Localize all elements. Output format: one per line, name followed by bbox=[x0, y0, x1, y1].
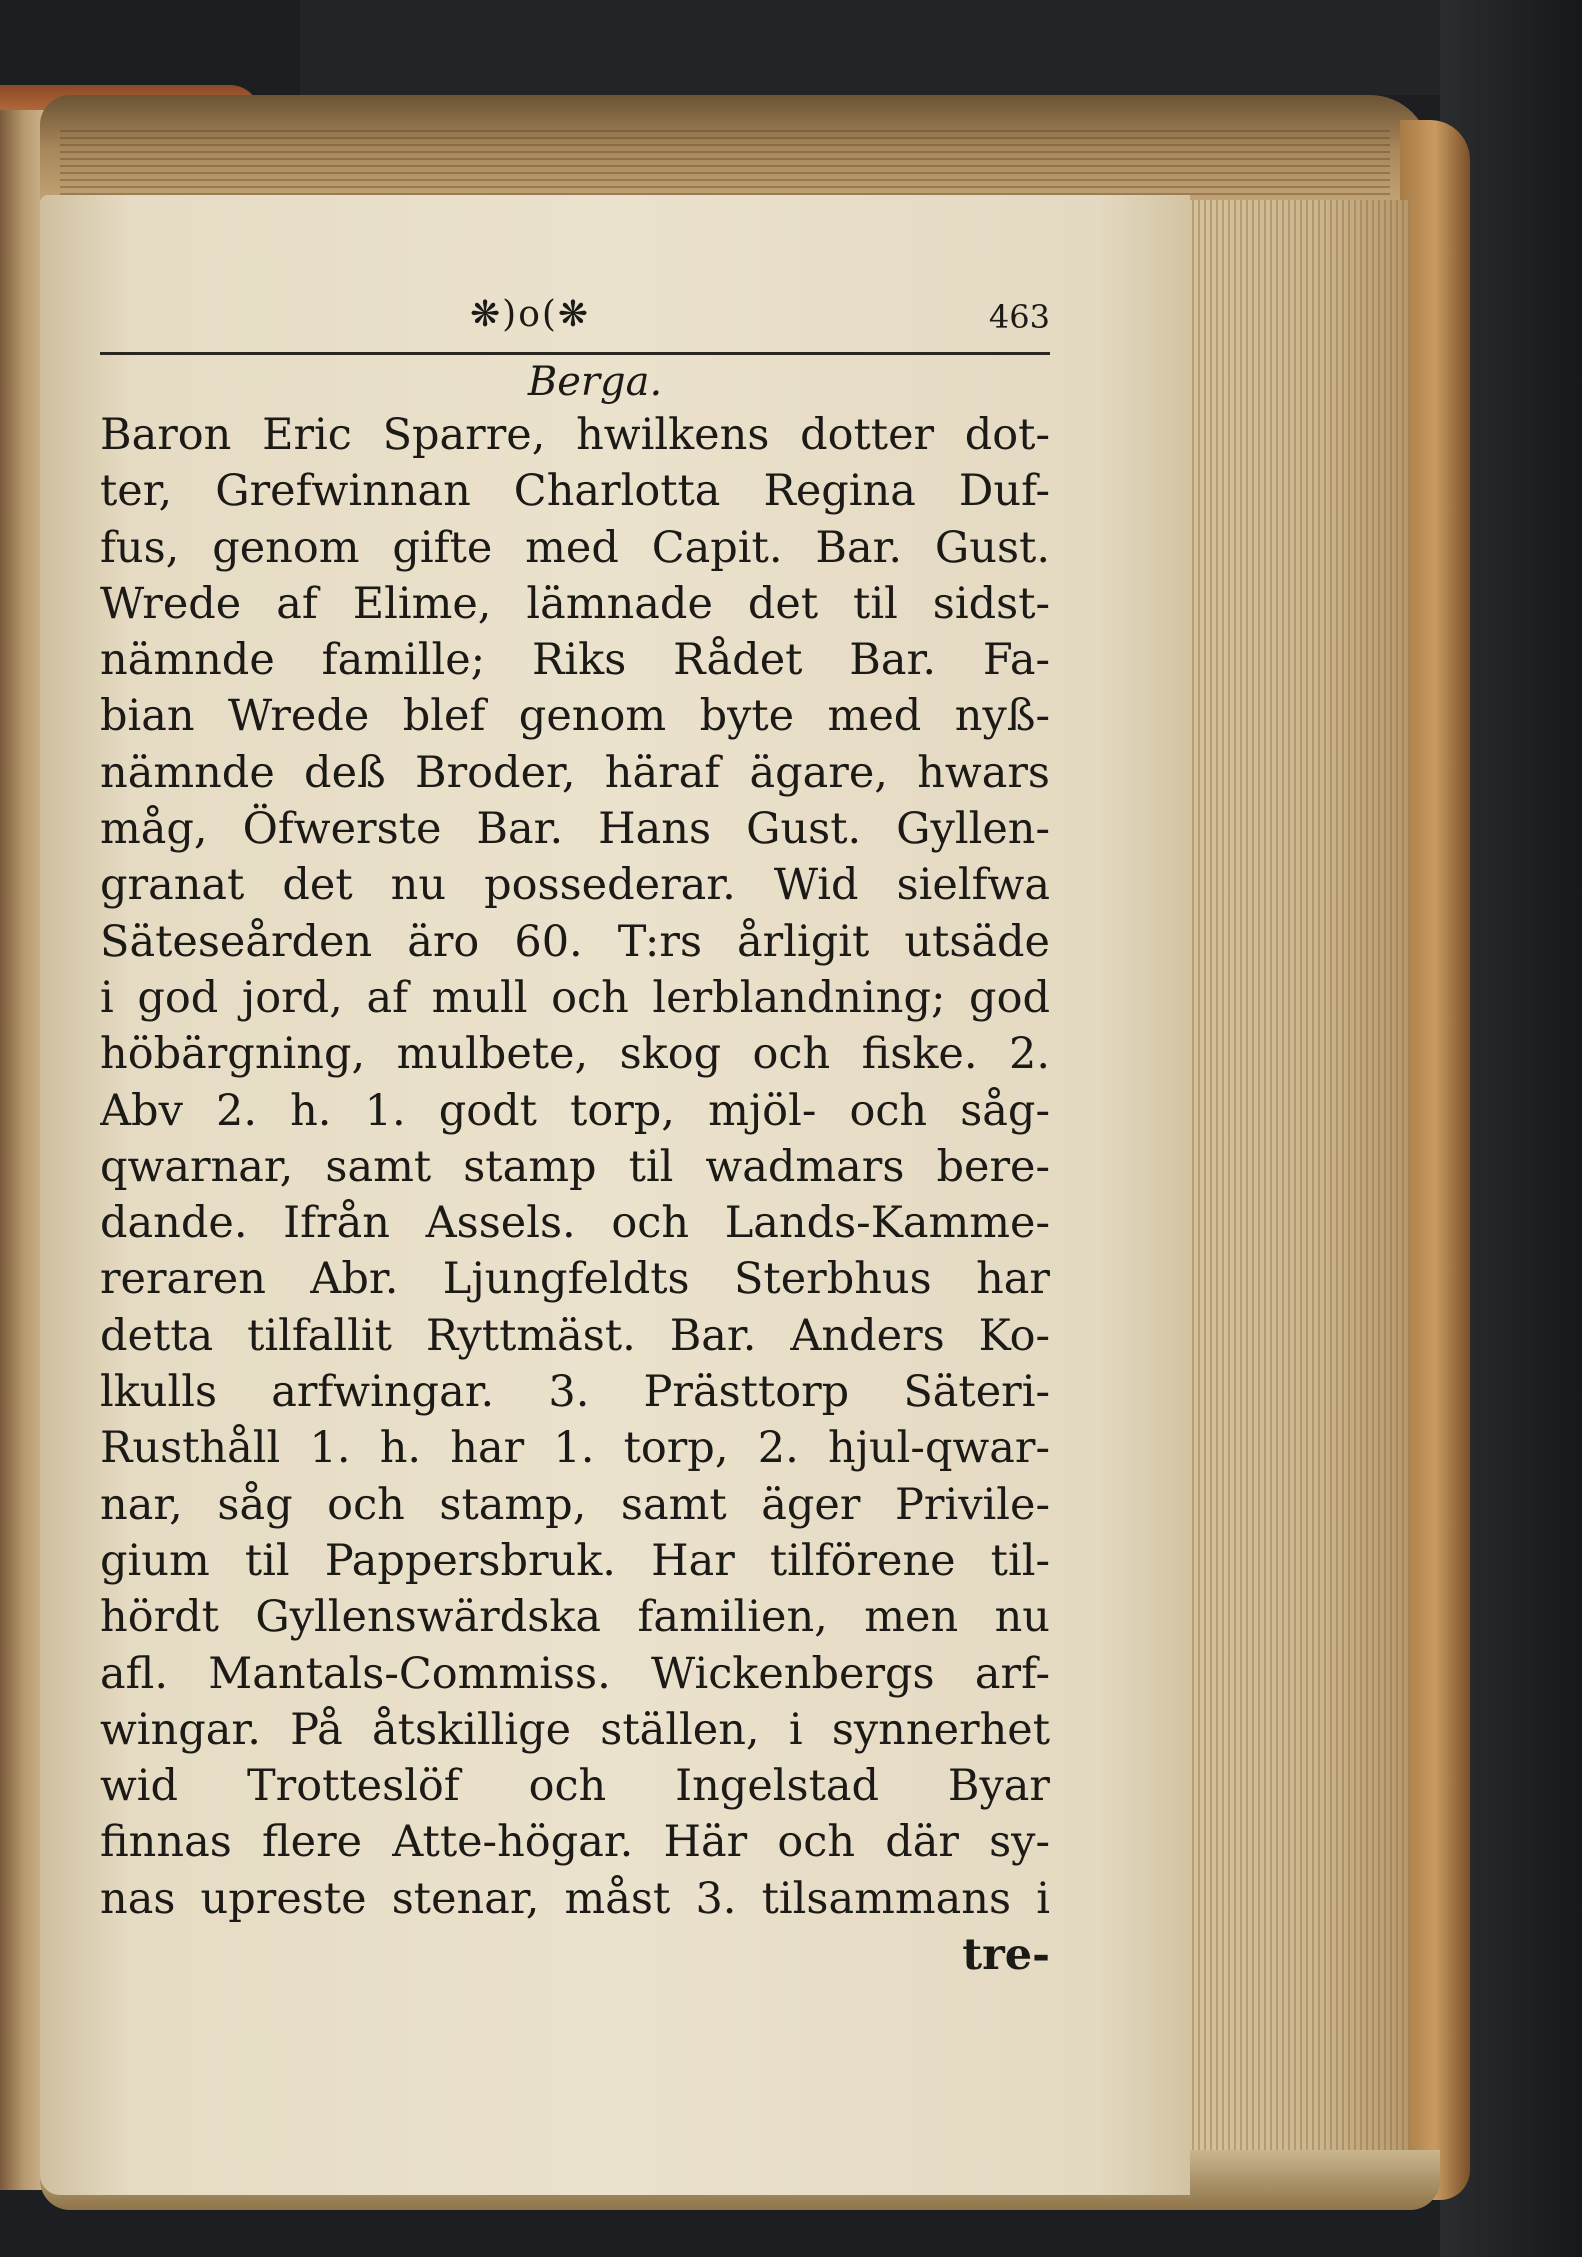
text-line: Baron Eric Sparre, hwilkens dotter dot- bbox=[100, 410, 1050, 460]
text-line: finnas flere Atte-högar. Här och där sy- bbox=[100, 1817, 1050, 1868]
header-ornament: ❋)o(❋ bbox=[470, 294, 591, 335]
text-line: lkulls arfwingar. 3. Prästtorp Säteri- bbox=[100, 1367, 1050, 1418]
text-line: Abv 2. h. 1. godt torp, mjöl- och såg- bbox=[100, 1085, 1050, 1136]
catchword: tre- bbox=[962, 1930, 1050, 1981]
text-line: granat det nu possederar. Wid sielfwa bbox=[100, 860, 1050, 911]
section-title: Berga. bbox=[527, 359, 663, 405]
text-line: i god jord, af mull och lerblandning; god bbox=[100, 972, 1050, 1023]
text-line: höbärgning, mulbete, skog och fiske. 2. bbox=[100, 1029, 1050, 1080]
text-line: qwarnar, samt stamp til wadmars bere- bbox=[100, 1141, 1050, 1192]
text-line: Wrede af Elime, lämnade det til sidst- bbox=[100, 578, 1050, 629]
running-header bbox=[100, 290, 1050, 355]
text-line: nämnde famille; Riks Rådet Bar. Fa- bbox=[100, 635, 1050, 686]
text-line: Säteseården äro 60. T:rs årligit utsäde bbox=[100, 916, 1050, 967]
text-line: ter, Grefwinnan Charlotta Regina Duf- bbox=[100, 466, 1050, 517]
text-line: nämnde deß Broder, häraf ägare, hwars bbox=[100, 747, 1050, 798]
text-line: wingar. På åtskillige ställen, i synnerhet bbox=[100, 1704, 1050, 1755]
text-line: nar, såg och stamp, samt äger Privile- bbox=[100, 1479, 1050, 1530]
text-line: dande. Ifrån Assels. och Lands-Kamme- bbox=[100, 1198, 1050, 1249]
text-line: måg, Öfwerste Bar. Hans Gust. Gyllen- bbox=[100, 804, 1050, 855]
text-line: Rusthåll 1. h. har 1. torp, 2. hjul-qwar- bbox=[100, 1423, 1050, 1474]
text-line: nas upreste stenar, måst 3. tilsammans i bbox=[100, 1873, 1050, 1924]
text-line: bian Wrede blef genom byte med nyß- bbox=[100, 691, 1050, 742]
text-line: gium til Pappersbruk. Har tilförene til- bbox=[100, 1535, 1050, 1586]
book-cover-edge bbox=[1400, 120, 1470, 2200]
text-line: hördt Gyllenswärdska familien, men nu bbox=[100, 1592, 1050, 1643]
page-number: 463 bbox=[988, 298, 1050, 336]
page-content bbox=[100, 290, 1050, 1983]
text-line: afl. Mantals-Commiss. Wickenbergs arf- bbox=[100, 1648, 1050, 1699]
text-line: reraren Abr. Ljungfeldts Sterbhus har bbox=[100, 1254, 1050, 1305]
body-text bbox=[100, 407, 1050, 1927]
book-fore-edge bbox=[1180, 200, 1410, 2190]
text-line: fus, genom gifte med Capit. Bar. Gust. bbox=[100, 522, 1050, 573]
backdrop bbox=[300, 0, 1582, 95]
text-line: wid Trotteslöf och Ingelstad Byar bbox=[100, 1761, 1050, 1812]
text-line: detta tilfallit Ryttmäst. Bar. Anders Ko- bbox=[100, 1310, 1050, 1361]
